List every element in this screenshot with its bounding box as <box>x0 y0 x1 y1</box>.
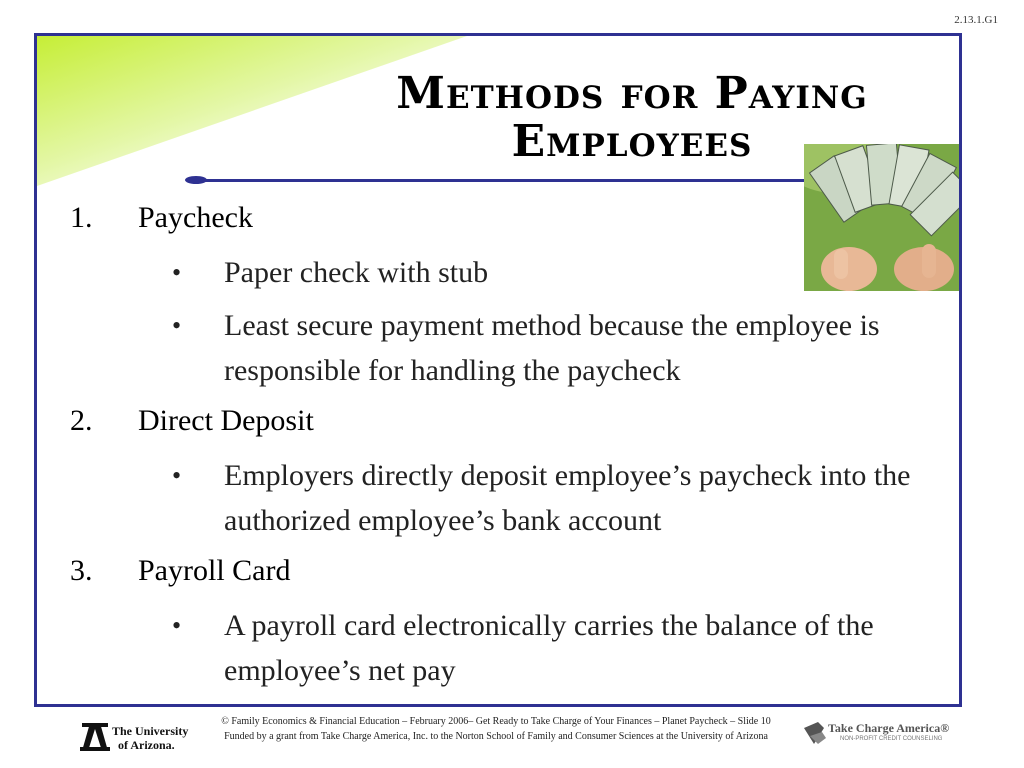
item-label: Direct Deposit <box>138 404 314 437</box>
bullet-item <box>172 603 960 693</box>
item-number: 2. <box>70 404 93 437</box>
bullet-icon: • <box>172 311 182 340</box>
footer-line-1: © Family Economics & Financial Education – February 2006– Get Ready to Take Charge of Your Finances – Planet Paycheck – Slide 10 <box>221 716 771 727</box>
footer-credits <box>196 714 796 744</box>
bullet-icon: • <box>172 258 182 287</box>
slide-code: 2.13.1.G1 <box>954 14 998 26</box>
bullet-item <box>172 250 960 295</box>
item-label: Paycheck <box>138 201 253 234</box>
title-underline-dot <box>185 176 207 184</box>
bullet-icon: • <box>172 611 182 640</box>
slide-footer <box>0 712 1024 768</box>
ua-logo-line2: of Arizona. <box>118 738 175 752</box>
ua-logo-line1: The University <box>112 724 189 738</box>
tca-logo-line1: Take Charge America® <box>828 721 950 735</box>
item-number: 3. <box>70 554 93 587</box>
list-item-1 <box>70 200 960 236</box>
item-label: Payroll Card <box>138 554 291 587</box>
title-line-1: Methods for Paying <box>396 68 868 119</box>
university-of-arizona-logo <box>80 717 195 755</box>
bullet-text: Paper check with stub <box>224 256 489 289</box>
bullet-item <box>172 303 960 393</box>
list-item-2 <box>70 403 960 439</box>
tca-logo-line2: NON-PROFIT CREDIT COUNSELING <box>840 736 943 742</box>
title-underline <box>187 179 837 182</box>
bullet-text: Least secure payment method because the employee is responsible for handling the paycheck <box>224 309 880 387</box>
list-item-3 <box>70 553 960 589</box>
content-list <box>70 200 960 693</box>
bullet-text: Employers directly deposit employee’s paycheck into the authorized employee’s bank account <box>224 459 911 537</box>
bullet-item <box>172 453 960 543</box>
footer-line-2: Funded by a grant from Take Charge America, Inc. to the Norton School of Family and Consumer Sciences at the University of Arizona <box>224 731 768 742</box>
take-charge-america-logo <box>800 714 950 754</box>
bullet-text: A payroll card electronically carries the balance of the employee’s net pay <box>224 609 874 687</box>
item-number: 1. <box>70 201 93 234</box>
title-line-2: Employees <box>511 116 753 167</box>
bullet-icon: • <box>172 461 182 490</box>
